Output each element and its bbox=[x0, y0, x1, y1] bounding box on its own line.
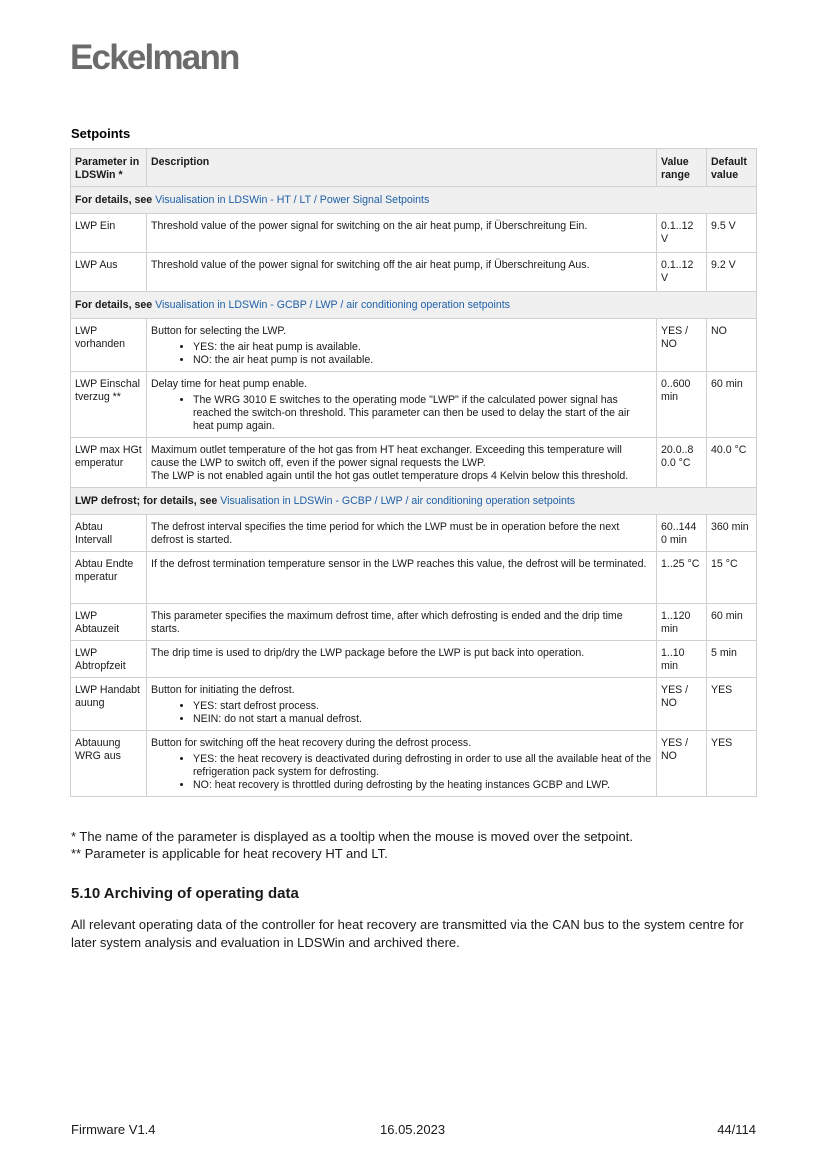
footnote-applicability: ** Parameter is applicable for heat recovery HT and LT. bbox=[71, 846, 388, 861]
param-cell: LWP Abtauzeit bbox=[71, 604, 147, 641]
desc-cell bbox=[147, 438, 657, 488]
bullet-item: • YES: the air heat pump is available. bbox=[193, 341, 652, 354]
table-row bbox=[71, 604, 757, 641]
table-row bbox=[71, 372, 757, 438]
range-cell: 0.1..12 V bbox=[657, 214, 707, 253]
param-cell: LWP max HGtemperatur bbox=[71, 438, 147, 488]
table-row bbox=[71, 515, 757, 552]
default-cell: 60 min bbox=[707, 372, 757, 438]
desc-text: Maximum outlet temperature of the hot gas from HT heat exchanger. Exceeding this temperature will cause the LWP to switch off, even if the power signal requests the LWP. bbox=[151, 444, 622, 469]
footer-date: 16.05.2023 bbox=[380, 1122, 446, 1137]
param-cell: LWP Handabtauung bbox=[71, 678, 147, 731]
range-cell: 0..600 min bbox=[657, 372, 707, 438]
range-cell: YES / NO bbox=[657, 319, 707, 372]
bullet-item: • NEIN: do not start a manual defrost. bbox=[193, 713, 652, 726]
col-header-default: Default value bbox=[707, 149, 757, 187]
group-header-power-signal bbox=[71, 187, 757, 214]
param-cell: Abtauung WRG aus bbox=[71, 731, 147, 797]
footer-firmware: Firmware V1.4 bbox=[71, 1122, 156, 1137]
table-row bbox=[71, 319, 757, 372]
range-cell: 1..25 °C bbox=[657, 552, 707, 604]
col-header-description: Description bbox=[147, 149, 657, 187]
desc-cell bbox=[147, 731, 657, 797]
default-cell: YES bbox=[707, 731, 757, 797]
bullet-list bbox=[151, 700, 652, 726]
range-cell: 20.0..80.0 °C bbox=[657, 438, 707, 488]
section-heading-archiving: 5.10 Archiving of operating data bbox=[71, 885, 299, 902]
desc-cell: This parameter specifies the maximum defrost time, after which defrosting is ended and the drip time starts. bbox=[147, 604, 657, 641]
param-cell: LWP Ein bbox=[71, 214, 147, 253]
table-row bbox=[71, 731, 757, 797]
table-row bbox=[71, 641, 757, 678]
group-header-lwp-defrost bbox=[71, 488, 757, 515]
range-cell: 0.1..12 V bbox=[657, 253, 707, 292]
bullet-item: • NO: heat recovery is throttled during defrosting by the heating instances GCBP and LWP. bbox=[193, 779, 652, 792]
bullet-item: • YES: start defrost process. bbox=[193, 700, 652, 713]
default-cell: YES bbox=[707, 678, 757, 731]
archiving-paragraph: All relevant operating data of the controller for heat recovery are transmitted via the CAN bus to the system centre for later system analysis and evaluation in LDSWin and archived there. bbox=[71, 917, 744, 950]
param-cell: LWP vorhanden bbox=[71, 319, 147, 372]
table-row bbox=[71, 552, 757, 604]
desc-text: Button for initiating the defrost. bbox=[151, 684, 295, 696]
default-cell: 40.0 °C bbox=[707, 438, 757, 488]
desc-text: Button for selecting the LWP. bbox=[151, 325, 287, 337]
group-header-lwp-setpoints bbox=[71, 292, 757, 319]
desc-cell: The defrost interval specifies the time period for which the LWP must be in operation before the next defrost is started. bbox=[147, 515, 657, 552]
param-cell: LWP Einschaltverzug ** bbox=[71, 372, 147, 438]
desc-text: Delay time for heat pump enable. bbox=[151, 378, 308, 390]
desc-cell: The drip time is used to drip/dry the LWP package before the LWP is put back into operation. bbox=[147, 641, 657, 678]
default-cell: 60 min bbox=[707, 604, 757, 641]
group-header-label: For details, see bbox=[75, 299, 153, 311]
table-row bbox=[71, 678, 757, 731]
desc-cell: Threshold value of the power signal for switching off the air heat pump, if Überschreitung Aus. bbox=[147, 253, 657, 292]
default-cell: 15 °C bbox=[707, 552, 757, 604]
bullet-item: • The WRG 3010 E switches to the operating mode "LWP" if the calculated power signal has reached the switch-on threshold. This parameter can then be used to delay the start of the air heat pump again. bbox=[193, 394, 652, 433]
footnote-tooltip: * The name of the parameter is displayed as a tooltip when the mouse is moved over the setpoint. bbox=[71, 829, 633, 844]
col-header-parameter: Parameter in LDSWin * bbox=[71, 149, 147, 187]
default-cell: 5 min bbox=[707, 641, 757, 678]
col-header-range: Value range bbox=[657, 149, 707, 187]
bullet-item: • NO: the air heat pump is not available. bbox=[193, 354, 652, 367]
link-lwp-setpoints[interactable]: Visualisation in LDSWin - GCBP / LWP / air conditioning operation setpoints bbox=[155, 299, 510, 311]
range-cell: YES / NO bbox=[657, 731, 707, 797]
bullet-list bbox=[151, 753, 652, 792]
setpoints-table bbox=[70, 148, 757, 797]
group-header-label: For details, see bbox=[75, 194, 153, 206]
default-cell: 9.5 V bbox=[707, 214, 757, 253]
range-cell: YES / NO bbox=[657, 678, 707, 731]
table-row bbox=[71, 438, 757, 488]
desc-text: Button for switching off the heat recovery during the defrost process. bbox=[151, 737, 472, 749]
param-cell: Abtau Intervall bbox=[71, 515, 147, 552]
bullet-item: • YES: the heat recovery is deactivated during defrosting in order to use all the available heat of the refrigeration pack system for defrosting. bbox=[193, 753, 652, 779]
table-header-row bbox=[71, 149, 757, 187]
desc-cell bbox=[147, 372, 657, 438]
range-cell: 60..1440 min bbox=[657, 515, 707, 552]
footer-page-number: 44/114 bbox=[717, 1122, 756, 1137]
param-cell: LWP Abtropfzeit bbox=[71, 641, 147, 678]
bullet-list bbox=[151, 341, 652, 367]
default-cell: NO bbox=[707, 319, 757, 372]
range-cell: 1..120 min bbox=[657, 604, 707, 641]
link-lwp-defrost-setpoints[interactable]: Visualisation in LDSWin - GCBP / LWP / air conditioning operation setpoints bbox=[220, 495, 576, 507]
param-cell: Abtau Endtemperatur bbox=[71, 552, 147, 604]
bullet-list bbox=[151, 394, 652, 433]
group-header-label: LWP defrost; for details, see bbox=[75, 495, 218, 507]
eckelmann-logo: Eckelmann bbox=[70, 38, 239, 77]
table-row bbox=[71, 214, 757, 253]
desc-cell: If the defrost termination temperature sensor in the LWP reaches this value, the defrost will be terminated. bbox=[147, 552, 657, 604]
link-power-signal-setpoints[interactable]: Visualisation in LDSWin - HT / LT / Power Signal Setpoints bbox=[155, 194, 430, 206]
footnotes bbox=[71, 828, 633, 862]
param-cell: LWP Aus bbox=[71, 253, 147, 292]
range-cell: 1..10 min bbox=[657, 641, 707, 678]
table-row bbox=[71, 253, 757, 292]
default-cell: 9.2 V bbox=[707, 253, 757, 292]
section-title: Setpoints bbox=[71, 126, 131, 141]
desc-cell: Threshold value of the power signal for switching on the air heat pump, if Überschreitung Ein. bbox=[147, 214, 657, 253]
default-cell: 360 min bbox=[707, 515, 757, 552]
desc-cell bbox=[147, 319, 657, 372]
desc-text-2: The LWP is not enabled again until the hot gas outlet temperature drops 4 Kelvin below this threshold. bbox=[151, 470, 629, 482]
desc-cell bbox=[147, 678, 657, 731]
